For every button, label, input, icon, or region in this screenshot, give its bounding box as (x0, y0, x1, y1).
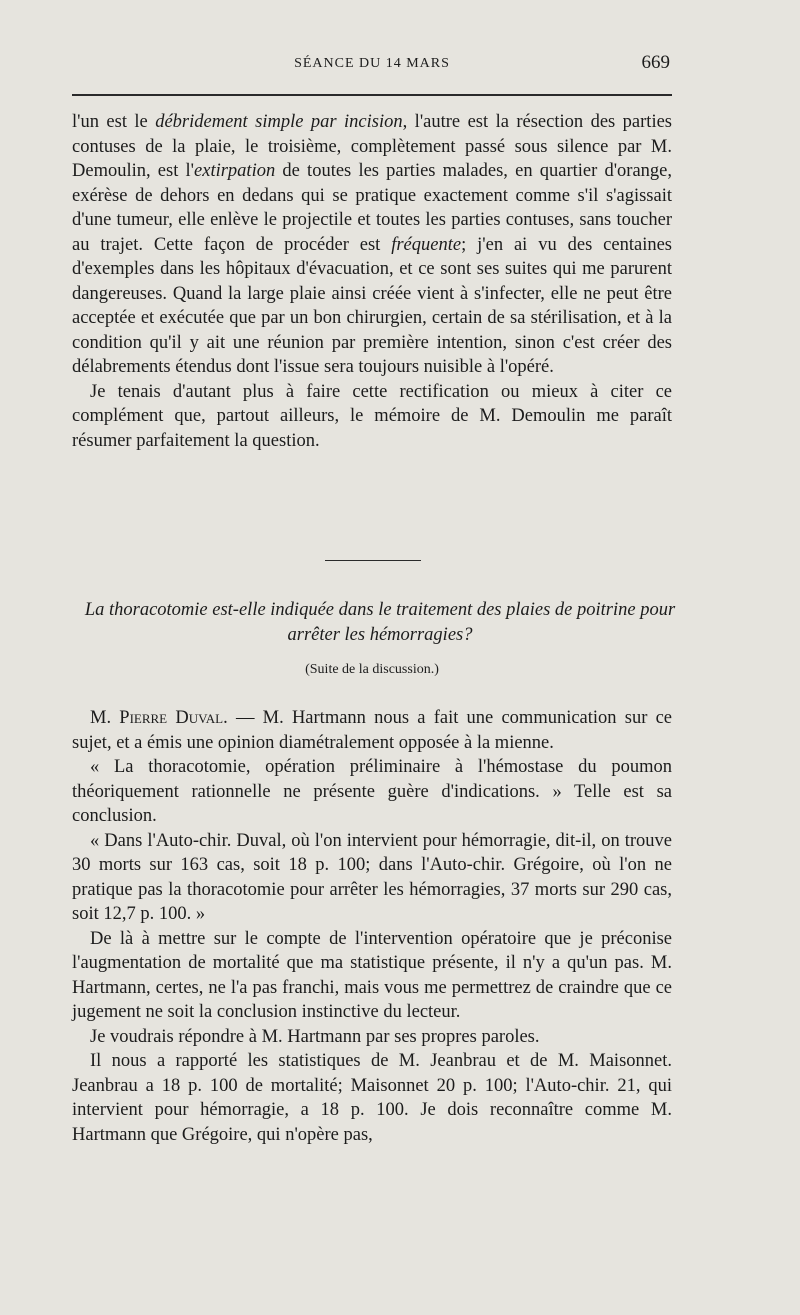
running-title: SÉANCE DU 14 MARS (294, 56, 450, 71)
paragraph: « La thoracotomie, opération préliminaire à l'hémostase du poumon théoriquement rationnelle ne présente guère d'indications. » Telle est sa conclusion. (72, 757, 672, 826)
paragraph: De là à mettre sur le compte de l'intervention opératoire que je préconise l'augmentation de mortalité que ma statistique présente, il n'y a qu'un pas. M. Hartmann, certes, ne l'a pas franchi, mais vous me permettrez de craindre que ce jugement ne soit la conclusion instinctive du lecteur. (72, 928, 672, 1022)
speaker-name: M. Pierre Duval. (90, 708, 228, 728)
paragraph: « Dans l'Auto-chir. Duval, où l'on intervient pour hémorragie, dit-il, on trouve 30 morts sur 163 cas, soit 18 p. 100; dans l'Auto-chir. Grégoire, où l'on ne pratique pas la thoracotomie pour arrêter les hémorragies, 37 morts sur 290 cas, soit 12,7 p. 100. » (72, 830, 672, 924)
first-section (72, 110, 672, 453)
section-title: La thoracotomie est-elle indiquée dans le traitement des plaies de poitrine pour arrêter les hémorragies? (84, 600, 676, 645)
text-run: de toutes les parties malades, en quartier d'orange, exérèse de dehors en dedans qui se pratique exactement comme s'il s'agissait d'une tumeur, elle enlève le projectile et toutes les parties contuses, sans toucher au trajet. Cette façon de procéder est (72, 161, 673, 255)
emphasis: fréquente (391, 234, 462, 255)
emphasis: extirpation (194, 161, 276, 181)
page-number: 669 (641, 52, 670, 73)
header-rule (72, 94, 672, 96)
discussion-section (72, 706, 672, 1147)
paragraph: Il nous a rapporté les statistiques de M. Jeanbrau et de M. Maisonnet. Jeanbrau a 18 p. 100 de mortalité; Maisonnet 20 p. 100; l'Auto-chir. 21, qui intervient pour hémorragie, a 18 p. 100. Je dois reconnaître comme M. Hartmann que Grégoire, qui n'opère pas, (72, 1051, 672, 1145)
text-run: , l'autre est la résection des parties contuses de la plaie, le troisième, complètement passé sous silence par M. Demoulin, est l' (72, 112, 672, 181)
section-subtitle: (Suite de la discussion.) (305, 662, 439, 677)
page-header (72, 52, 672, 76)
text-run: ; j'en ai vu des centaines d'exemples dans les hôpitaux d'évacuation, et ce sont ses suites qui me parurent dangereuses. Quand la large plaie ainsi créée vient à s'infecter, elle ne peut être acceptée et exécutée que par un bon chirurgien, certain de sa stérilisation, et à la condition qu'il y ait une réunion par première intention, sinon c'est créer des délabrements étendus dont l'issue sera toujours nuisible à l'opéré. (72, 234, 672, 377)
paragraph (72, 110, 672, 380)
text-run: — M. Hartmann nous a fait une communication sur ce sujet, et a émis une opinion diamétralement opposée à la mienne. (72, 708, 672, 753)
text-run: l'un est le (72, 112, 156, 132)
paragraph: Je voudrais répondre à M. Hartmann par ses propres paroles. (90, 1026, 540, 1047)
emphasis: débridement simple par incision (155, 112, 403, 132)
section-separator (325, 560, 421, 561)
paragraph: Je tenais d'autant plus à faire cette rectification ou mieux à citer ce complément que, partout ailleurs, le mémoire de M. Demoulin me paraît résumer parfaitement la question. (72, 381, 672, 451)
paragraph (72, 706, 672, 755)
